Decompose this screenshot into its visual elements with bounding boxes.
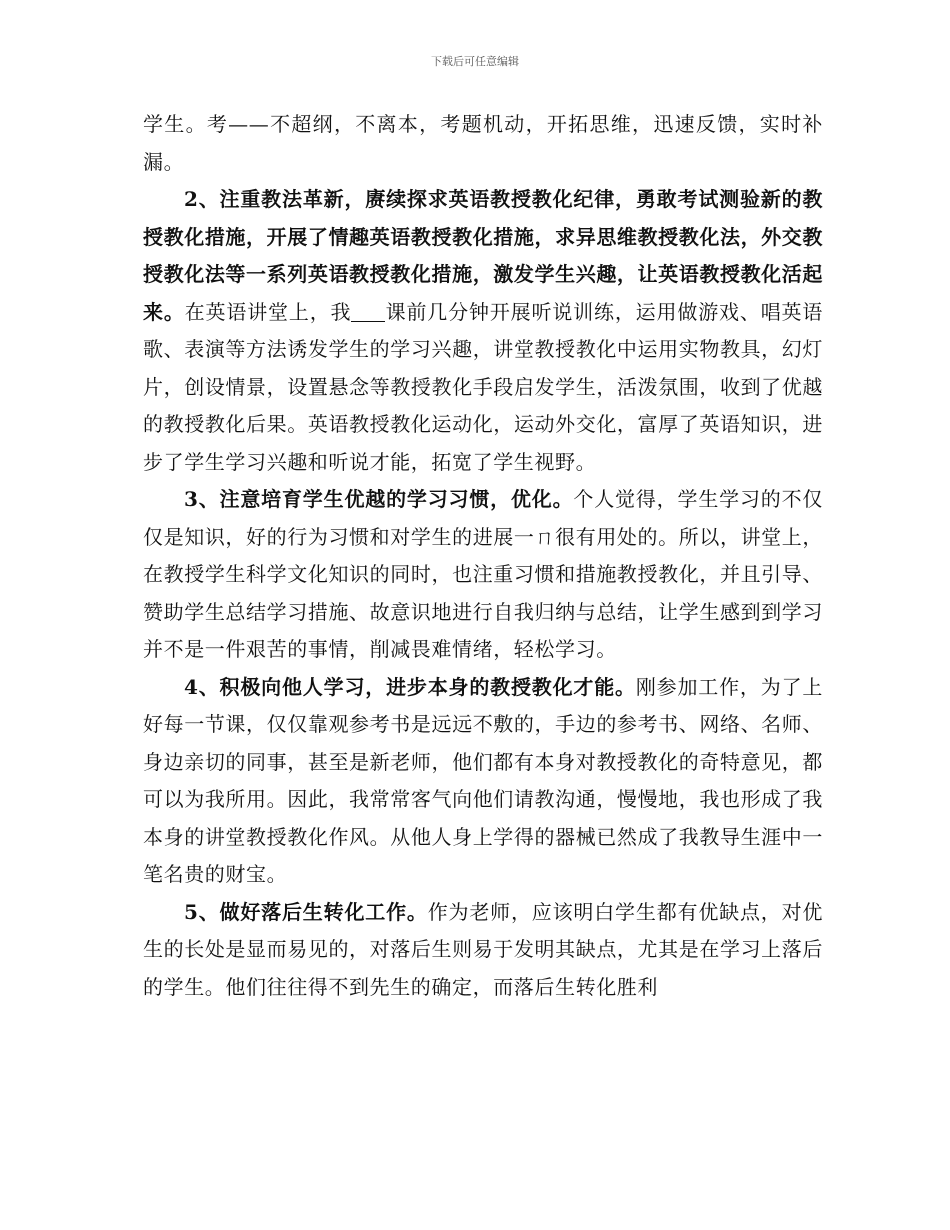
paragraph-3-lead: 3、注意培育学生优越的学习习惯，优化。 [184,487,574,511]
paragraph-3 [143,481,823,669]
paragraph-4-lead: 4、积极向他人学习，进步本身的教授教化才能。 [184,674,636,699]
paragraph-1 [143,106,823,181]
paragraph-1-text: 学生。考——不超纲，不离本，考题机动，开拓思维，迅速反馈，实时补漏。 [143,112,823,174]
paragraph-4-text: 刚参加工作，为了上好每一节课，仅仅靠观参考书是远远不敷的，手边的参考书、网络、名师、身边亲切的同事，甚至是新老师，他们都有本身对教授教化的奇特意见，都可以为我所用。因此，我常常客气向他们请教沟通，慢慢地，我也形成了我本身的讲堂教授教化作风。从他人身上学得的器械已然成了我教导生涯中一笔名贵的财宝。 [143,674,823,886]
paragraph-2-lead: 2、注重教法革新，赓续探求英语教授教化纪律，勇敢考试测验新的教授教化措施，开展了情趣英语教授教化措施，求异思维教授教化法，外交教授教化法等一系列英语教授教化措施，激发学生兴趣，让英语教授教化活起来。 [143,187,823,324]
paragraph-3-text: 个人觉得，学生学习的不仅仅是知识，好的行为习惯和对学生的进展一ㄇ很有用处的。所以，讲堂上，在教授学生科学文化知识的同时，也注重习惯和措施教授教化，并且引导、赞助学生总结学习措施、故意识地进行自我归纳与总结，让学生感到到学习并不是一件艰苦的事情，削减畏难情绪，轻松学习。 [143,487,823,661]
paragraph-2-text-before-blank: 在英语讲堂上，我 [184,299,352,324]
paragraph-2 [143,181,823,481]
paragraph-5 [143,894,823,1007]
paragraph-5-lead: 5、做好落后生转化工作。 [184,899,428,924]
paragraph-2-text-after-blank: 课前几分钟开展听说训练，运用做游戏、唱英语歌、表演等方法诱发学生的学习兴趣，讲堂教授教化中运用实物教具，幻灯片，创设情景，设置悬念等教授教化手段启发学生，活泼氛围，收到了优越的教授教化后果。英语教授教化运动化，运动外交化，富厚了英语知识，进步了学生学习兴趣和听说才能，拓宽了学生视野。 [143,299,823,474]
document-body [143,106,823,1006]
paragraph-4 [143,669,823,894]
header-note: 下载后可任意编辑 [431,55,519,68]
paragraph-5-text: 作为老师，应该明白学生都有优缺点，对优生的长处是显而易见的，对落后生则易于发明其缺点，尤其是在学习上落后的学生。他们往往得不到先生的确定，而落后生转化胜利 [143,899,823,999]
fill-in-blank [351,301,385,322]
